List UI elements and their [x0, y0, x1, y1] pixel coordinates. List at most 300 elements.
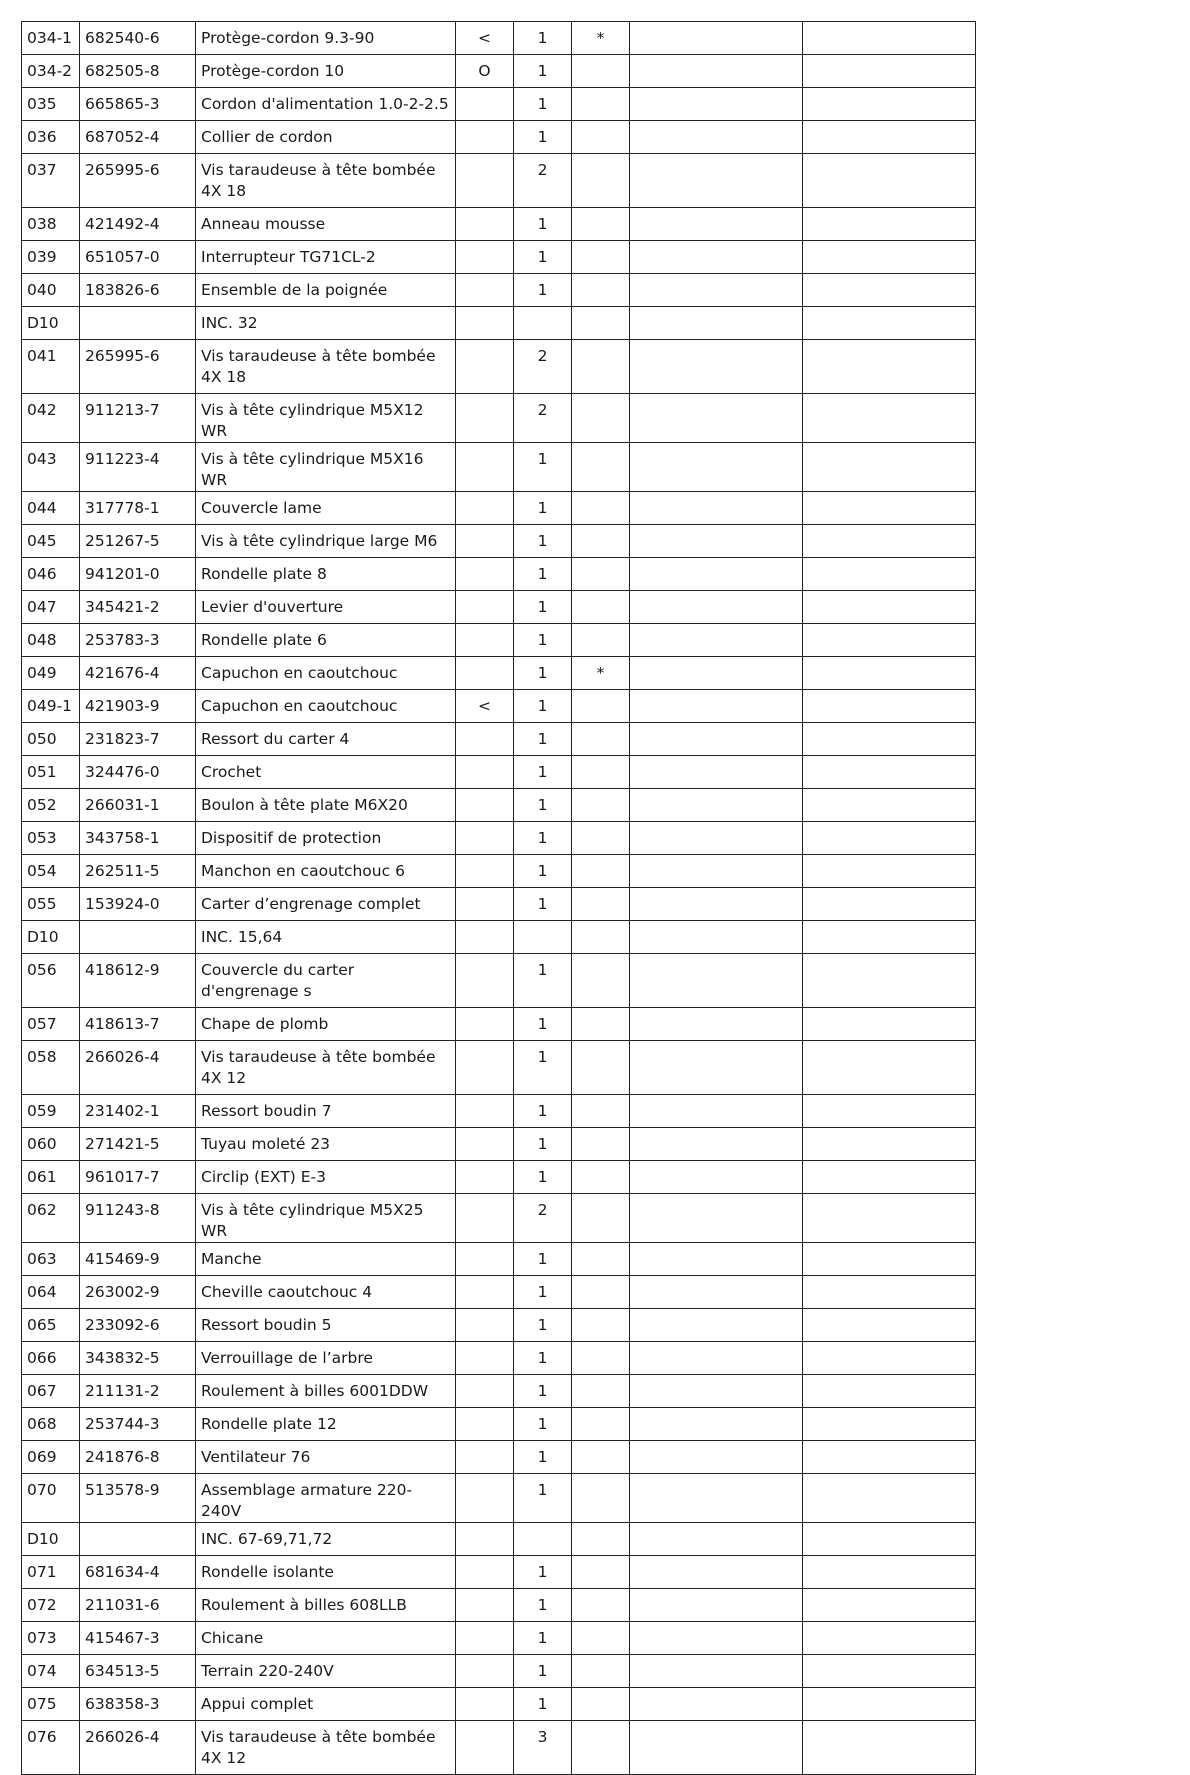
- empty-cell: [803, 1008, 976, 1041]
- empty-cell: [803, 274, 976, 307]
- symbol-cell: [456, 1309, 514, 1342]
- description-cell: Vis taraudeuse à tête bombée 4X 18: [196, 154, 456, 208]
- note-cell: [572, 1095, 630, 1128]
- empty-cell: [630, 1342, 803, 1375]
- empty-cell: [803, 789, 976, 822]
- symbol-cell: [456, 274, 514, 307]
- empty-cell: [803, 1276, 976, 1309]
- item-number-cell: D10: [22, 1523, 80, 1556]
- table-row: [22, 492, 976, 525]
- empty-cell: [803, 241, 976, 274]
- quantity-cell: 1: [514, 954, 572, 1008]
- table-row: [22, 1441, 976, 1474]
- quantity-cell: 2: [514, 394, 572, 443]
- part-number-cell: 651057-0: [80, 241, 196, 274]
- description-cell: Capuchon en caoutchouc: [196, 657, 456, 690]
- item-number-cell: 072: [22, 1589, 80, 1622]
- symbol-cell: [456, 154, 514, 208]
- item-number-cell: 060: [22, 1128, 80, 1161]
- part-number-cell: 265995-6: [80, 154, 196, 208]
- empty-cell: [803, 1128, 976, 1161]
- description-cell: Manche: [196, 1243, 456, 1276]
- note-cell: *: [572, 22, 630, 55]
- empty-cell: [630, 591, 803, 624]
- quantity-cell: 1: [514, 525, 572, 558]
- part-number-cell: 233092-6: [80, 1309, 196, 1342]
- part-number-cell: 687052-4: [80, 121, 196, 154]
- table-row: [22, 657, 976, 690]
- note-cell: [572, 1041, 630, 1095]
- note-cell: [572, 1008, 630, 1041]
- table-row: [22, 690, 976, 723]
- quantity-cell: 1: [514, 855, 572, 888]
- table-row: [22, 121, 976, 154]
- item-number-cell: 053: [22, 822, 80, 855]
- symbol-cell: [456, 921, 514, 954]
- empty-cell: [803, 121, 976, 154]
- part-number-cell: 681634-4: [80, 1556, 196, 1589]
- note-cell: [572, 154, 630, 208]
- part-number-cell: 638358-3: [80, 1688, 196, 1721]
- empty-cell: [803, 492, 976, 525]
- table-row: [22, 55, 976, 88]
- item-number-cell: 044: [22, 492, 80, 525]
- empty-cell: [630, 154, 803, 208]
- table-row: [22, 1008, 976, 1041]
- empty-cell: [630, 558, 803, 591]
- part-number-cell: 421492-4: [80, 208, 196, 241]
- note-cell: [572, 1161, 630, 1194]
- description-cell: Vis à tête cylindrique M5X16 WR: [196, 443, 456, 492]
- empty-cell: [803, 855, 976, 888]
- empty-cell: [630, 443, 803, 492]
- part-number-cell: 266031-1: [80, 789, 196, 822]
- empty-cell: [630, 241, 803, 274]
- description-cell: Vis taraudeuse à tête bombée 4X 12: [196, 1721, 456, 1775]
- quantity-cell: 1: [514, 888, 572, 921]
- empty-cell: [803, 558, 976, 591]
- empty-cell: [630, 1622, 803, 1655]
- quantity-cell: 1: [514, 1041, 572, 1095]
- item-number-cell: 076: [22, 1721, 80, 1775]
- item-number-cell: 041: [22, 340, 80, 394]
- note-cell: [572, 624, 630, 657]
- quantity-cell: 1: [514, 1008, 572, 1041]
- item-number-cell: 067: [22, 1375, 80, 1408]
- quantity-cell: 1: [514, 822, 572, 855]
- part-number-cell: 263002-9: [80, 1276, 196, 1309]
- description-cell: Ventilateur 76: [196, 1441, 456, 1474]
- description-cell: Interrupteur TG71CL-2: [196, 241, 456, 274]
- table-row: [22, 1523, 976, 1556]
- part-number-cell: 911243-8: [80, 1194, 196, 1243]
- item-number-cell: 037: [22, 154, 80, 208]
- quantity-cell: 1: [514, 22, 572, 55]
- table-row: [22, 1342, 976, 1375]
- empty-cell: [803, 921, 976, 954]
- empty-cell: [803, 624, 976, 657]
- empty-cell: [630, 921, 803, 954]
- empty-cell: [803, 756, 976, 789]
- table-row: [22, 558, 976, 591]
- table-row: [22, 888, 976, 921]
- note-cell: [572, 1342, 630, 1375]
- item-number-cell: 073: [22, 1622, 80, 1655]
- symbol-cell: [456, 657, 514, 690]
- item-number-cell: 065: [22, 1309, 80, 1342]
- empty-cell: [630, 1194, 803, 1243]
- empty-cell: [630, 1128, 803, 1161]
- empty-cell: [630, 1721, 803, 1775]
- description-cell: Vis taraudeuse à tête bombée 4X 18: [196, 340, 456, 394]
- empty-cell: [630, 723, 803, 756]
- quantity-cell: 1: [514, 1589, 572, 1622]
- parts-table-body: [22, 22, 976, 1775]
- empty-cell: [630, 1309, 803, 1342]
- table-row: [22, 1721, 976, 1775]
- symbol-cell: [456, 954, 514, 1008]
- note-cell: [572, 241, 630, 274]
- table-row: [22, 1276, 976, 1309]
- table-row: [22, 921, 976, 954]
- empty-cell: [803, 1622, 976, 1655]
- part-number-cell: 253744-3: [80, 1408, 196, 1441]
- empty-cell: [803, 394, 976, 443]
- symbol-cell: [456, 88, 514, 121]
- empty-cell: [630, 22, 803, 55]
- empty-cell: [803, 591, 976, 624]
- empty-cell: [803, 1243, 976, 1276]
- note-cell: [572, 492, 630, 525]
- note-cell: [572, 1474, 630, 1523]
- part-number-cell: 251267-5: [80, 525, 196, 558]
- symbol-cell: [456, 822, 514, 855]
- symbol-cell: [456, 1194, 514, 1243]
- symbol-cell: [456, 241, 514, 274]
- empty-cell: [630, 1161, 803, 1194]
- item-number-cell: 061: [22, 1161, 80, 1194]
- empty-cell: [803, 208, 976, 241]
- description-cell: Tuyau moleté 23: [196, 1128, 456, 1161]
- item-number-cell: 059: [22, 1095, 80, 1128]
- empty-cell: [803, 22, 976, 55]
- part-number-cell: 961017-7: [80, 1161, 196, 1194]
- empty-cell: [630, 1095, 803, 1128]
- description-cell: Rondelle isolante: [196, 1556, 456, 1589]
- note-cell: [572, 723, 630, 756]
- empty-cell: [630, 1474, 803, 1523]
- item-number-cell: 068: [22, 1408, 80, 1441]
- part-number-cell: 253783-3: [80, 624, 196, 657]
- item-number-cell: 046: [22, 558, 80, 591]
- empty-cell: [803, 657, 976, 690]
- symbol-cell: [456, 443, 514, 492]
- note-cell: [572, 921, 630, 954]
- empty-cell: [630, 888, 803, 921]
- symbol-cell: [456, 1276, 514, 1309]
- description-cell: Rondelle plate 8: [196, 558, 456, 591]
- symbol-cell: <: [456, 690, 514, 723]
- empty-cell: [630, 492, 803, 525]
- description-cell: Vis à tête cylindrique M5X25 WR: [196, 1194, 456, 1243]
- note-cell: [572, 1408, 630, 1441]
- note-cell: [572, 558, 630, 591]
- table-row: [22, 954, 976, 1008]
- quantity-cell: 1: [514, 121, 572, 154]
- symbol-cell: [456, 1161, 514, 1194]
- quantity-cell: 1: [514, 1161, 572, 1194]
- quantity-cell: 1: [514, 1128, 572, 1161]
- empty-cell: [803, 525, 976, 558]
- quantity-cell: 3: [514, 1721, 572, 1775]
- description-cell: Protège-cordon 9.3-90: [196, 22, 456, 55]
- empty-cell: [630, 55, 803, 88]
- note-cell: [572, 88, 630, 121]
- note-cell: [572, 1128, 630, 1161]
- empty-cell: [803, 723, 976, 756]
- quantity-cell: 1: [514, 756, 572, 789]
- item-number-cell: 071: [22, 1556, 80, 1589]
- table-row: [22, 1194, 976, 1243]
- item-number-cell: 034-2: [22, 55, 80, 88]
- empty-cell: [630, 1441, 803, 1474]
- quantity-cell: 1: [514, 492, 572, 525]
- empty-cell: [803, 88, 976, 121]
- item-number-cell: 043: [22, 443, 80, 492]
- empty-cell: [630, 657, 803, 690]
- empty-cell: [803, 1309, 976, 1342]
- table-row: [22, 307, 976, 340]
- note-cell: [572, 274, 630, 307]
- quantity-cell: 1: [514, 624, 572, 657]
- empty-cell: [630, 1243, 803, 1276]
- symbol-cell: O: [456, 55, 514, 88]
- note-cell: [572, 1523, 630, 1556]
- part-number-cell: 418612-9: [80, 954, 196, 1008]
- empty-cell: [630, 855, 803, 888]
- part-number-cell: 262511-5: [80, 855, 196, 888]
- note-cell: [572, 1276, 630, 1309]
- table-row: [22, 855, 976, 888]
- description-cell: Ressort boudin 7: [196, 1095, 456, 1128]
- note-cell: [572, 525, 630, 558]
- table-row: [22, 591, 976, 624]
- table-row: [22, 1128, 976, 1161]
- description-cell: Anneau mousse: [196, 208, 456, 241]
- table-row: [22, 1589, 976, 1622]
- symbol-cell: [456, 525, 514, 558]
- quantity-cell: 1: [514, 657, 572, 690]
- empty-cell: [803, 1408, 976, 1441]
- note-cell: [572, 1721, 630, 1775]
- quantity-cell: 1: [514, 591, 572, 624]
- description-cell: INC. 32: [196, 307, 456, 340]
- description-cell: Vis à tête cylindrique M5X12 WR: [196, 394, 456, 443]
- note-cell: [572, 1441, 630, 1474]
- part-number-cell: 421676-4: [80, 657, 196, 690]
- part-number-cell: 266026-4: [80, 1041, 196, 1095]
- symbol-cell: [456, 789, 514, 822]
- quantity-cell: 1: [514, 1309, 572, 1342]
- item-number-cell: 057: [22, 1008, 80, 1041]
- table-row: [22, 208, 976, 241]
- item-number-cell: 075: [22, 1688, 80, 1721]
- quantity-cell: 1: [514, 88, 572, 121]
- quantity-cell: 1: [514, 1556, 572, 1589]
- quantity-cell: 1: [514, 1243, 572, 1276]
- part-number-cell: 231823-7: [80, 723, 196, 756]
- part-number-cell: 911213-7: [80, 394, 196, 443]
- note-cell: [572, 1622, 630, 1655]
- symbol-cell: [456, 1589, 514, 1622]
- empty-cell: [630, 690, 803, 723]
- note-cell: [572, 690, 630, 723]
- quantity-cell: 1: [514, 723, 572, 756]
- description-cell: Couvercle du carter d'engrenage s: [196, 954, 456, 1008]
- quantity-cell: 1: [514, 208, 572, 241]
- part-number-cell: 211131-2: [80, 1375, 196, 1408]
- item-number-cell: 051: [22, 756, 80, 789]
- empty-cell: [630, 340, 803, 394]
- empty-cell: [630, 88, 803, 121]
- part-number-cell: 317778-1: [80, 492, 196, 525]
- parts-table: [21, 21, 976, 1775]
- empty-cell: [803, 690, 976, 723]
- item-number-cell: 074: [22, 1655, 80, 1688]
- description-cell: Rondelle plate 6: [196, 624, 456, 657]
- empty-cell: [803, 443, 976, 492]
- note-cell: [572, 1589, 630, 1622]
- part-number-cell: 911223-4: [80, 443, 196, 492]
- empty-cell: [803, 1041, 976, 1095]
- quantity-cell: 1: [514, 558, 572, 591]
- quantity-cell: 2: [514, 154, 572, 208]
- table-row: [22, 1688, 976, 1721]
- quantity-cell: 1: [514, 1342, 572, 1375]
- empty-cell: [803, 1721, 976, 1775]
- quantity-cell: 1: [514, 690, 572, 723]
- symbol-cell: [456, 1441, 514, 1474]
- item-number-cell: 064: [22, 1276, 80, 1309]
- empty-cell: [630, 1589, 803, 1622]
- symbol-cell: [456, 1342, 514, 1375]
- item-number-cell: 042: [22, 394, 80, 443]
- empty-cell: [803, 1589, 976, 1622]
- symbol-cell: [456, 1041, 514, 1095]
- empty-cell: [803, 340, 976, 394]
- quantity-cell: 1: [514, 1688, 572, 1721]
- symbol-cell: [456, 624, 514, 657]
- note-cell: [572, 591, 630, 624]
- description-cell: Ressort du carter 4: [196, 723, 456, 756]
- symbol-cell: [456, 208, 514, 241]
- symbol-cell: [456, 756, 514, 789]
- symbol-cell: [456, 492, 514, 525]
- table-row: [22, 756, 976, 789]
- part-number-cell: 343832-5: [80, 1342, 196, 1375]
- item-number-cell: 049-1: [22, 690, 80, 723]
- part-number-cell: 634513-5: [80, 1655, 196, 1688]
- description-cell: Assemblage armature 220-240V: [196, 1474, 456, 1523]
- part-number-cell: 265995-6: [80, 340, 196, 394]
- item-number-cell: 066: [22, 1342, 80, 1375]
- note-cell: [572, 307, 630, 340]
- quantity-cell: [514, 921, 572, 954]
- item-number-cell: D10: [22, 921, 80, 954]
- description-cell: Manchon en caoutchouc 6: [196, 855, 456, 888]
- description-cell: Chicane: [196, 1622, 456, 1655]
- note-cell: [572, 888, 630, 921]
- part-number-cell: 415469-9: [80, 1243, 196, 1276]
- quantity-cell: 1: [514, 1441, 572, 1474]
- description-cell: Levier d'ouverture: [196, 591, 456, 624]
- table-row: [22, 1309, 976, 1342]
- empty-cell: [803, 1688, 976, 1721]
- symbol-cell: <: [456, 22, 514, 55]
- description-cell: Rondelle plate 12: [196, 1408, 456, 1441]
- quantity-cell: 1: [514, 1408, 572, 1441]
- symbol-cell: [456, 1408, 514, 1441]
- part-number-cell: 421903-9: [80, 690, 196, 723]
- empty-cell: [630, 274, 803, 307]
- part-number-cell: 266026-4: [80, 1721, 196, 1775]
- item-number-cell: 055: [22, 888, 80, 921]
- table-row: [22, 789, 976, 822]
- symbol-cell: [456, 1243, 514, 1276]
- note-cell: *: [572, 657, 630, 690]
- note-cell: [572, 756, 630, 789]
- empty-cell: [803, 1161, 976, 1194]
- part-number-cell: 343758-1: [80, 822, 196, 855]
- quantity-cell: 1: [514, 443, 572, 492]
- quantity-cell: 1: [514, 1622, 572, 1655]
- empty-cell: [630, 1556, 803, 1589]
- table-row: [22, 1161, 976, 1194]
- symbol-cell: [456, 1523, 514, 1556]
- description-cell: INC. 67-69,71,72: [196, 1523, 456, 1556]
- empty-cell: [630, 525, 803, 558]
- item-number-cell: 035: [22, 88, 80, 121]
- empty-cell: [630, 307, 803, 340]
- empty-cell: [630, 1375, 803, 1408]
- item-number-cell: 063: [22, 1243, 80, 1276]
- symbol-cell: [456, 888, 514, 921]
- part-number-cell: [80, 921, 196, 954]
- quantity-cell: 1: [514, 55, 572, 88]
- table-row: [22, 1408, 976, 1441]
- table-row: [22, 1041, 976, 1095]
- table-row: [22, 525, 976, 558]
- table-row: [22, 822, 976, 855]
- quantity-cell: 1: [514, 1474, 572, 1523]
- table-row: [22, 394, 976, 443]
- part-number-cell: [80, 1523, 196, 1556]
- item-number-cell: 045: [22, 525, 80, 558]
- description-cell: Collier de cordon: [196, 121, 456, 154]
- part-number-cell: [80, 307, 196, 340]
- part-number-cell: 241876-8: [80, 1441, 196, 1474]
- item-number-cell: 052: [22, 789, 80, 822]
- empty-cell: [803, 1474, 976, 1523]
- part-number-cell: 153924-0: [80, 888, 196, 921]
- symbol-cell: [456, 1721, 514, 1775]
- part-number-cell: 183826-6: [80, 274, 196, 307]
- part-number-cell: 418613-7: [80, 1008, 196, 1041]
- empty-cell: [630, 394, 803, 443]
- empty-cell: [630, 1408, 803, 1441]
- empty-cell: [803, 1095, 976, 1128]
- note-cell: [572, 1688, 630, 1721]
